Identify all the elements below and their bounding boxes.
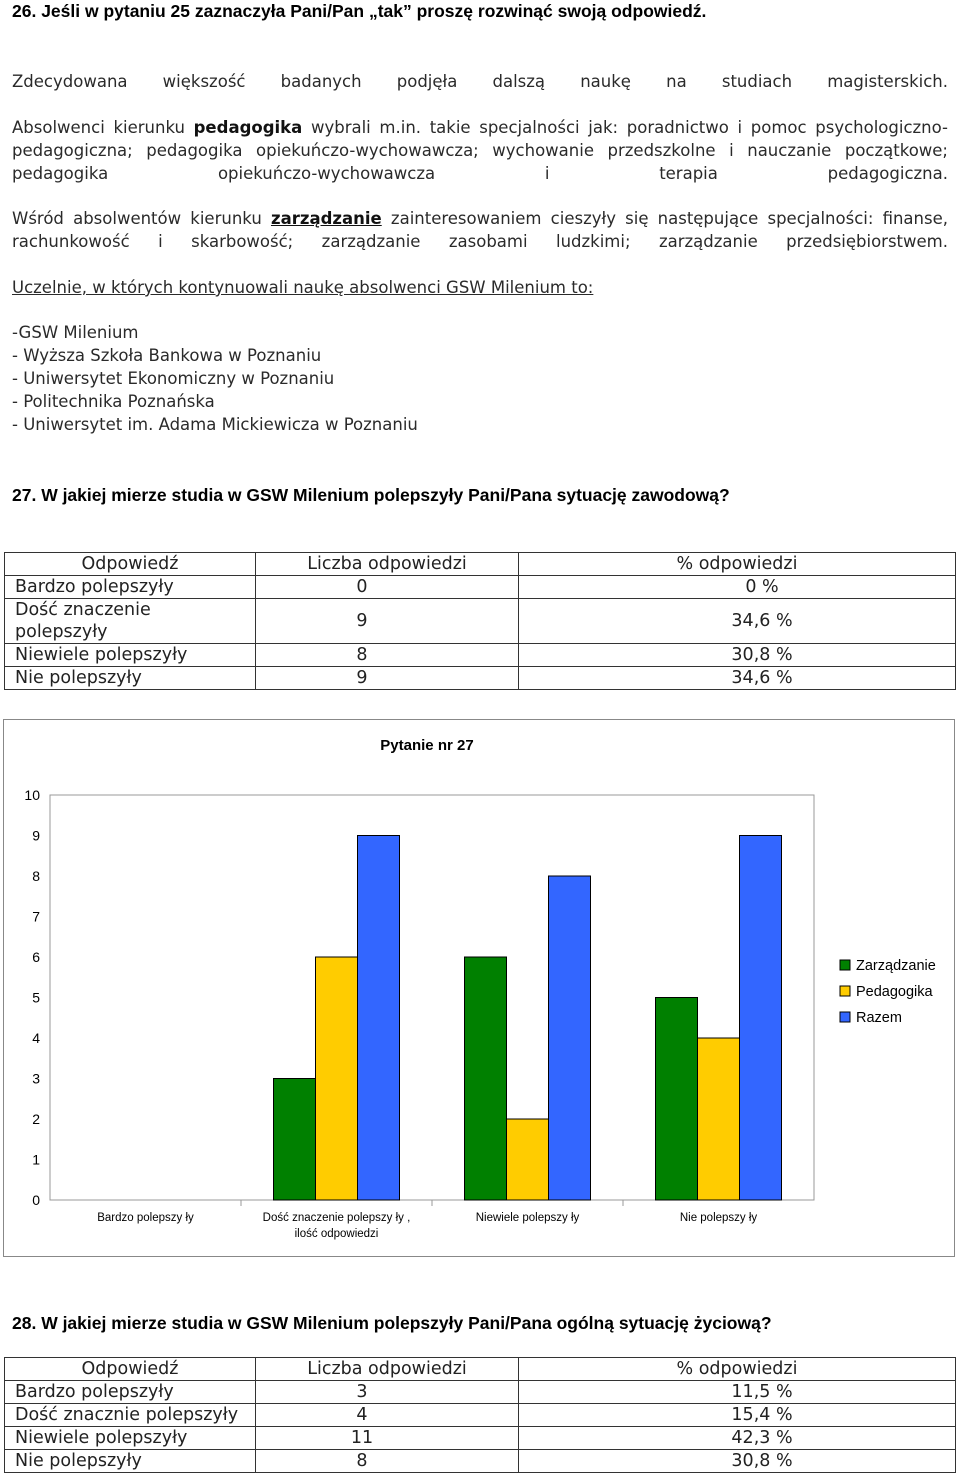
x-tick-label: Bardzo polepszy ły bbox=[97, 1212, 194, 1224]
q26-paragraph-pedagogika bbox=[12, 116, 948, 185]
count-cell: 8 bbox=[256, 1450, 519, 1473]
legend-label: Zarządzanie bbox=[856, 958, 936, 974]
legend-swatch bbox=[840, 986, 850, 996]
percent-cell: 30,8 % bbox=[519, 1450, 956, 1473]
q26-p3-keyword: zarządzanie bbox=[270, 209, 382, 228]
header-cell: Odpowiedź bbox=[5, 553, 256, 576]
header-cell: Liczba odpowiedzi bbox=[256, 1358, 519, 1381]
bar-razem bbox=[740, 836, 782, 1201]
x-tick-label: Nie polepszy ły bbox=[679, 1212, 758, 1224]
list-item: - Uniwersytet Ekonomiczny w Poznaniu bbox=[12, 369, 335, 388]
legend-label: Pedagogika bbox=[856, 984, 933, 1000]
header-cell: Odpowiedź bbox=[5, 1358, 256, 1381]
count-cell: 4 bbox=[256, 1404, 519, 1427]
universities-list bbox=[12, 321, 418, 436]
table-row bbox=[5, 1381, 956, 1404]
bar-pedagogika bbox=[316, 957, 358, 1200]
y-tick-label: 2 bbox=[32, 1111, 40, 1127]
percent-cell: 30,8 % bbox=[519, 644, 956, 667]
answer-cell: Bardzo polepszyły bbox=[5, 1381, 256, 1404]
y-tick-label: 10 bbox=[24, 787, 40, 803]
y-tick-label: 5 bbox=[32, 989, 40, 1006]
table-row bbox=[5, 576, 956, 599]
bar-zarządzanie bbox=[274, 1079, 316, 1201]
list-item: - Uniwersytet im. Adama Mickiewicza w Poznaniu bbox=[12, 415, 418, 434]
bar-razem bbox=[549, 876, 591, 1200]
y-tick-label: 6 bbox=[32, 949, 40, 965]
answer-cell: Nie polepszyły bbox=[5, 667, 256, 690]
legend-swatch bbox=[840, 1012, 850, 1022]
count-cell: 8 bbox=[256, 644, 519, 667]
bar-razem bbox=[358, 836, 400, 1201]
percent-cell: 34,6 % bbox=[519, 599, 956, 644]
list-item: - Wyższa Szkoła Bankowa w Poznaniu bbox=[12, 346, 322, 365]
table-row bbox=[5, 667, 956, 690]
answer-cell: Niewiele polepszyły bbox=[5, 1427, 256, 1450]
header-cell: % odpowiedzi bbox=[519, 553, 956, 576]
answer-cell: Bardzo polepszyły bbox=[5, 576, 256, 599]
bar-zarządzanie bbox=[465, 957, 507, 1200]
q27-table bbox=[4, 552, 956, 690]
list-item: -GSW Milenium bbox=[12, 323, 139, 342]
q26-p2-keyword: pedagogika bbox=[193, 118, 303, 137]
q27-chart bbox=[3, 719, 955, 1257]
percent-cell: 15,4 % bbox=[519, 1404, 956, 1427]
percent-cell: 34,6 % bbox=[519, 667, 956, 690]
x-tick-label: ilość odpowiedzi bbox=[294, 1228, 379, 1240]
count-cell: 11 bbox=[256, 1427, 519, 1450]
count-cell: 9 bbox=[256, 667, 519, 690]
percent-cell: 11,5 % bbox=[519, 1381, 956, 1404]
header-cell: % odpowiedzi bbox=[519, 1358, 956, 1381]
table-row bbox=[5, 644, 956, 667]
y-tick-label: 0 bbox=[32, 1192, 40, 1208]
count-cell: 0 bbox=[256, 576, 519, 599]
q26-p3-text-b: zainteresowaniem cieszyły się następujące specjalności: finanse, rachunkowość i skarbowość; zarządzanie zasobami ludzkimi; zarządzanie przedsiębiorstwem. bbox=[12, 209, 948, 251]
count-cell: 9 bbox=[256, 599, 519, 644]
table-row bbox=[5, 1427, 956, 1450]
q26-paragraph-zarzadzanie bbox=[12, 207, 948, 253]
y-tick-label: 9 bbox=[32, 827, 40, 844]
table-header-row bbox=[5, 553, 956, 576]
chart-title: Pytanie nr 27 bbox=[380, 737, 474, 754]
x-tick-label: Dość znaczenie polepszy ły , bbox=[262, 1212, 411, 1224]
legend-swatch bbox=[840, 960, 850, 970]
legend-label: Razem bbox=[856, 1010, 902, 1026]
table-row bbox=[5, 599, 956, 644]
table-header-row bbox=[5, 1358, 956, 1381]
answer-cell: Dość znacznie polepszyły bbox=[5, 1404, 256, 1427]
percent-cell: 42,3 % bbox=[519, 1427, 956, 1450]
y-tick-label: 3 bbox=[32, 1070, 40, 1087]
list-item: - Politechnika Poznańska bbox=[12, 392, 215, 411]
y-tick-label: 8 bbox=[32, 868, 40, 884]
universities-heading: Uczelnie, w których kontynuowali naukę absolwenci GSW Milenium to: bbox=[12, 278, 594, 297]
q26-line1: Zdecydowana większość badanych podjęła dalszą naukę na studiach magisterskich. bbox=[12, 72, 948, 91]
answer-cell: Niewiele polepszyły bbox=[5, 644, 256, 667]
q26-p2-text-b: wybrali m.in. takie specjalności jak: poradnictwo i pomoc psychologiczno-pedagogiczna; pedagogika opiekuńczo-wychowawcza; wychowanie przedszkolne i nauczanie początkowe; pedagogika opiekuńczo-wychowawcza i terapia pedagogiczna. bbox=[12, 118, 948, 183]
x-tick-label: Niewiele polepszy ły bbox=[475, 1212, 580, 1224]
q28-table bbox=[4, 1357, 956, 1473]
answer-cell: Dość znaczenie polepszyły bbox=[5, 599, 256, 644]
bar-pedagogika bbox=[698, 1038, 740, 1200]
bar-chart-svg bbox=[4, 720, 954, 1256]
q26-p3-text-a: Wśród absolwentów kierunku bbox=[12, 209, 271, 228]
y-tick-label: 7 bbox=[32, 908, 40, 925]
y-tick-label: 1 bbox=[32, 1151, 40, 1168]
percent-cell: 0 % bbox=[519, 576, 956, 599]
count-cell: 3 bbox=[256, 1381, 519, 1404]
bar-pedagogika bbox=[507, 1119, 549, 1200]
q26-title: 26. Jeśli w pytaniu 25 zaznaczyła Pani/Pan „tak” proszę rozwinąć swoją odpowiedź. bbox=[12, 1, 707, 21]
y-tick-label: 4 bbox=[32, 1030, 40, 1046]
table-row bbox=[5, 1404, 956, 1427]
q27-title: 27. W jakiej mierze studia w GSW Milenium polepszyły Pani/Pana sytuację zawodową? bbox=[12, 485, 730, 505]
q26-p2-text-a: Absolwenci kierunku bbox=[12, 118, 194, 137]
q28-title: 28. W jakiej mierze studia w GSW Milenium polepszyły Pani/Pana ogólną sytuację życiową? bbox=[12, 1313, 772, 1333]
header-cell: Liczba odpowiedzi bbox=[256, 553, 519, 576]
answer-cell: Nie polepszyły bbox=[5, 1450, 256, 1473]
table-row bbox=[5, 1450, 956, 1473]
bar-zarządzanie bbox=[656, 998, 698, 1201]
